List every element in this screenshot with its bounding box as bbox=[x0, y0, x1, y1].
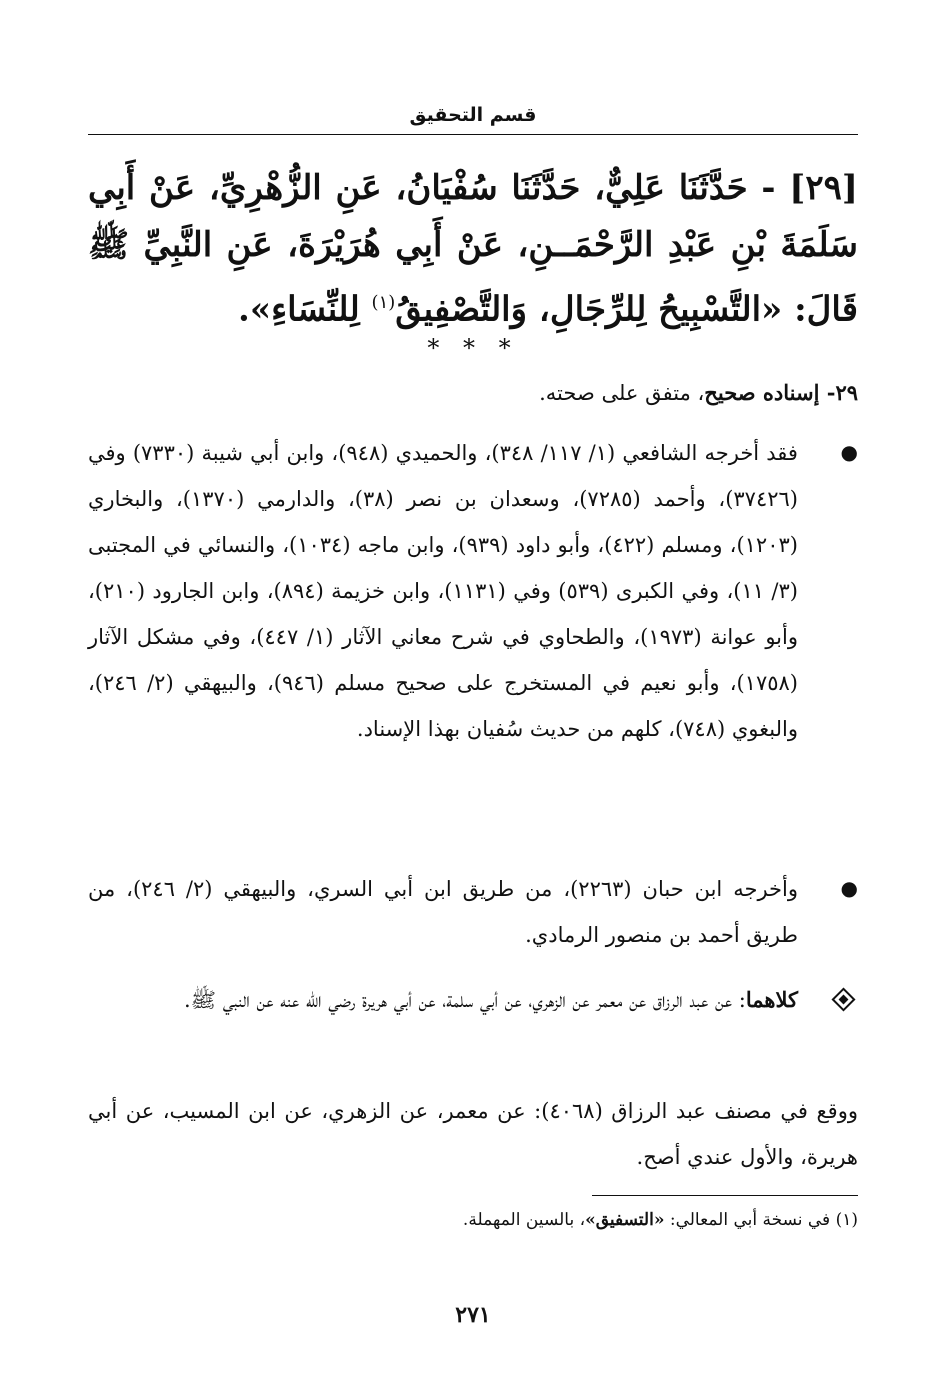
closing-paragraph: ووقع في مصنف عبد الرزاق (٤٠٦٨): عن معمر، عن الزهري، عن ابن المسيب، عن أبي هريرة، والأول عندي أصح. bbox=[88, 1099, 858, 1169]
diamond-icon bbox=[831, 987, 855, 1011]
diamond-icon-wrap bbox=[835, 977, 858, 1023]
bullet-icon: ● bbox=[840, 440, 858, 464]
hadith-line-1: [٢٩] - حَدَّثَنَا عَلِيٌّ، حَدَّثَنَا سُفْيَانُ، عَنِ الزُّهْرِيِّ، عَنْ أَبِي سَلَمَةَ بْنِ bbox=[88, 168, 858, 265]
footnote-text: في نسخة أبي المعالي: bbox=[664, 1210, 836, 1230]
footnote-number: (١) bbox=[835, 1210, 858, 1230]
grading-line bbox=[88, 378, 858, 408]
footnote-rule bbox=[592, 1195, 858, 1196]
footnote bbox=[88, 1206, 858, 1234]
hadith-line-3-end: لِلنِّسَاءِ». bbox=[238, 289, 372, 330]
footnote-text-end: ، بالسين المهملة. bbox=[462, 1210, 586, 1230]
grading-bold: ٢٩- إسناده صحيح bbox=[704, 380, 858, 405]
book-page bbox=[88, 0, 858, 1388]
section-separator: * * * bbox=[427, 334, 519, 362]
takhrij-bullet-2 bbox=[88, 866, 858, 958]
takhrij-text-3 bbox=[88, 977, 798, 1023]
hadith-line-2: عَبْدِ الرَّحْمَــنِ، عَنْ أَبِي هُرَيْرَةَ، عَنِ النَّبِيِّ ﷺ قَالَ: «التَّسْبِيحُ لِلرِّجَالِ، bbox=[88, 225, 858, 330]
footnote-bold: «التسفيق» bbox=[585, 1210, 665, 1230]
hadith-text bbox=[88, 160, 858, 338]
takhrij-rest: : عن عبد الرزاق عن معمر عن الزهري، عن أبي سلمة، عن أبي هريرة رضي الله عنه عن النبي ﷺ. bbox=[184, 988, 746, 1012]
takhrij-bullet-3 bbox=[88, 977, 858, 1023]
footnote-reference[interactable]: (١) bbox=[371, 292, 396, 313]
takhrij-text-2: وأخرجه ابن حبان (٢٢٦٣)، من طريق ابن أبي السري، والبيهقي (٢/ ٢٤٦)، من طريق أحمد بن منصور الرمادي. bbox=[88, 877, 798, 947]
takhrij-bullet-1 bbox=[88, 430, 858, 752]
grading-rest: ، متفق على صحته. bbox=[539, 381, 705, 405]
takhrij-bold: كلاهما bbox=[745, 987, 798, 1012]
running-head: قسم التحقيق bbox=[409, 104, 537, 126]
takhrij-text-1: فقد أخرجه الشافعي (١/ ١١٧/ ٣٤٨)، والحميدي (٩٤٨)، وابن أبي شيبة (٧٣٣٠) وفي (٣٧٤٢٦)، وأحمد (٧٢٨٥)، وسعدان بن نصر (٣٨)، والدارمي (١٣٧٠)، والبخاري (١٢٠٣)، ومسلم (٤٢٢)، وأبو داود (٩٣٩)، وابن ماجه (١٠٣٤)، والنسائي في المجتبى (٣/ ١١)، وفي الكبرى (٥٣٩) وفي (١١٣١)، وابن خزيمة (٨٩٤)، وابن الجارود (٢١٠)، وأبو عوانة (١٩٧٣)، والطحاوي في شرح معاني الآثار (١/ ٤٤٧)، وفي مشكل الآثار (١٧٥٨)، وأبو نعيم في المستخرج على صحيح مسلم (٩٤٦)، والبيهقي (٢/ ٢٤٦)، والبغوي (٧٤٨)، كلهم من حديث سُفيان بهذا الإسناد. bbox=[88, 441, 799, 741]
hadith-line-3-start: وَالتَّصْفِيقُ bbox=[395, 289, 528, 330]
header-rule bbox=[88, 134, 858, 135]
page-number: ٢٧١ bbox=[455, 1302, 491, 1328]
bullet-icon: ● bbox=[840, 876, 858, 900]
